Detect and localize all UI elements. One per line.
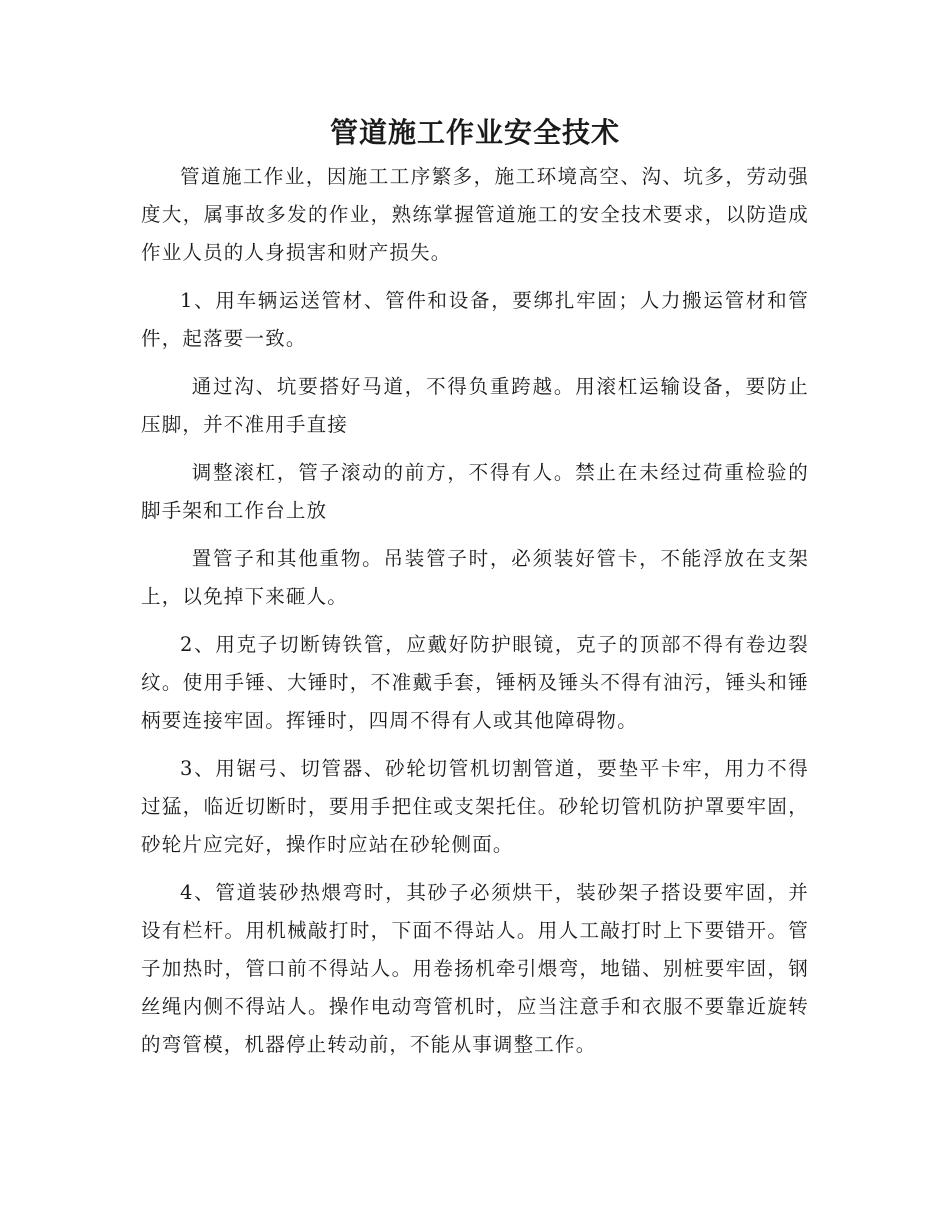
rule-1-paragraph: 1、用车辆运送管材、管件和设备，要绑扎牢固；人力搬运管材和管件，起落要一致。 [141, 289, 809, 350]
intro-paragraph: 管道施工作业，因施工工序繁多，施工环境高空、沟、坑多，劳动强度大，属事故多发的作业，熟练掌握管道施工的安全技术要求，以防造成作业人员的人身损害和财产损失。 [141, 165, 809, 264]
rule-1-continuation-c: 置管子和其他重物。吊装管子时，必须装好管卡，不能浮放在支架上，以免掉下来砸人。 [141, 547, 809, 608]
rule-4-paragraph: 4、管道装砂热煨弯时，其砂子必须烘干，装砂架子搭设要牢固，并设有栏杆。用机械敲打时，下面不得站人。用人工敲打时上下要错开。管子加热时，管口前不得站人。用卷扬机牵引煨弯，地锚、别桩要牢固，钢丝绳内侧不得站人。操作电动弯管机时，应当注意手和衣服不要靠近旋转的弯管模，机器停止转动前，不能从事调整工作。 [141, 881, 809, 1056]
rule-1-continuation-b: 调整滚杠，管子滚动的前方，不得有人。禁止在未经过荷重检验的脚手架和工作台上放 [141, 461, 809, 522]
document-title: 管道施工作业安全技术 [329, 116, 620, 149]
rule-3-paragraph: 3、用锯弓、切管器、砂轮切管机切割管道，要垫平卡牢，用力不得过猛，临近切断时，要用手把住或支架托住。砂轮切管机防护罩要牢固，砂轮片应完好，操作时应站在砂轮侧面。 [141, 757, 809, 856]
document-page [141, 108, 809, 1064]
rule-2-paragraph: 2、用克子切断铸铁管，应戴好防护眼镜，克子的顶部不得有卷边裂纹。使用手锤、大锤时，不准戴手套，锤柄及锤头不得有油污，锤头和锤柄要连接牢固。挥锤时，四周不得有人或其他障碍物。 [141, 633, 809, 732]
rule-1-continuation-a: 通过沟、坑要搭好马道，不得负重跨越。用滚杠运输设备，要防止压脚，并不准用手直接 [141, 375, 809, 436]
